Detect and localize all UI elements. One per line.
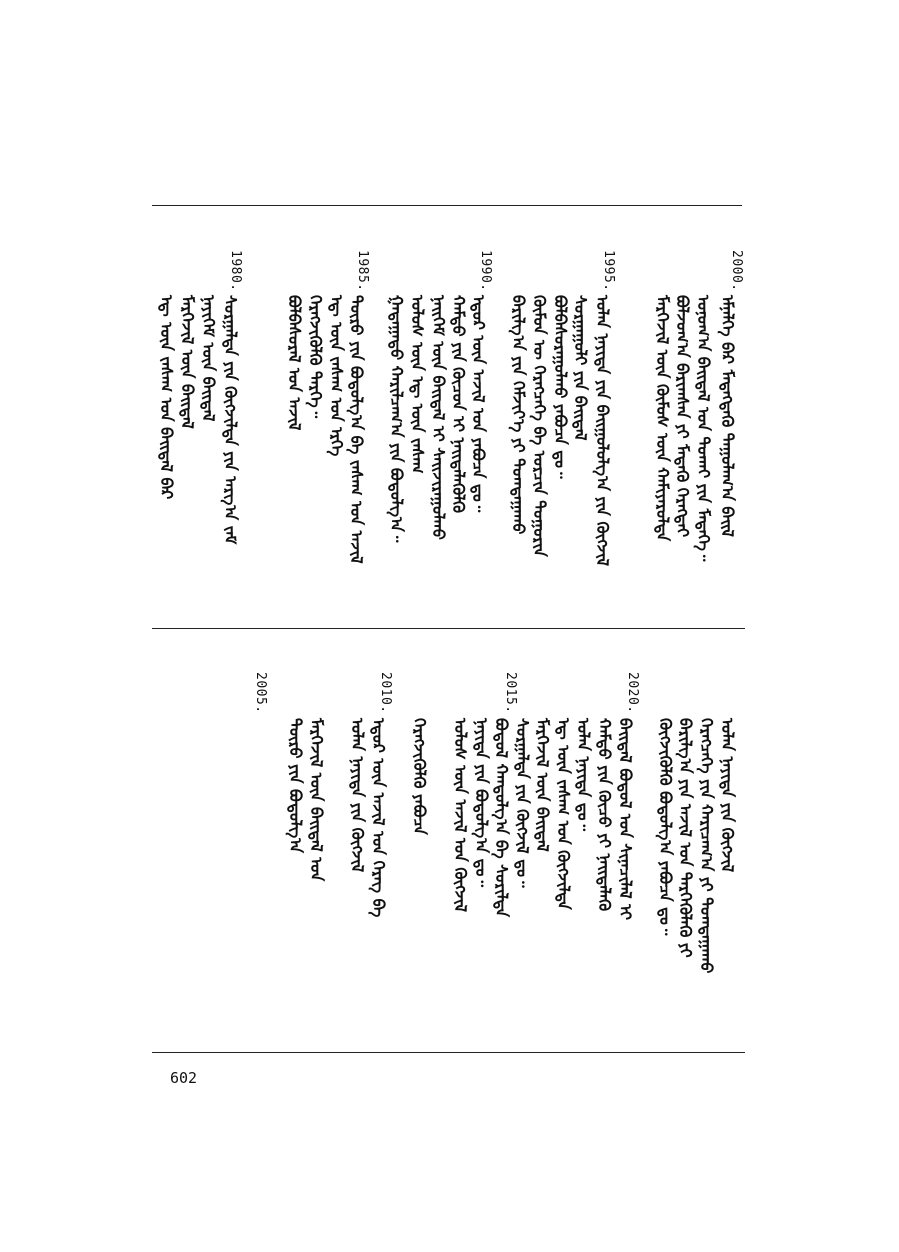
text-line: ᠮᠡᠷᠭᠡᠵᠢᠯ ᠦᠨ ᠬᠦᠮᠦᠰ ᠦᠨ ᠬᠠᠮᠢᠶᠠᠷᠤᠯᠲᠠ bbox=[653, 295, 672, 542]
text-line: ᠪᠣᠯᠪᠠᠰᠤᠷᠠᠯ ᠤᠨ ᠠᠵᠢᠯ bbox=[285, 295, 304, 431]
year-label: 2000. bbox=[729, 250, 744, 292]
top-rule bbox=[152, 205, 742, 206]
text-line: ᠬᠡᠷᠡᠭᠵᠢᠭᠦᠯᠬᠦ ᠶᠠᠪᠤᠴᠠ bbox=[410, 718, 429, 835]
bottom-rule bbox=[152, 1052, 745, 1053]
text-line: ᠡᠳᠦᠷ ᠦᠨ ᠠᠵᠢᠯ ᠤᠨ ᠬᠡᠷᠡᠭ ᠪᠠ bbox=[369, 718, 388, 918]
text-line: ᠨᠡᠶᠢᠭᠡᠮ ᠦᠨ ᠪᠠᠢᠳᠠᠯ bbox=[199, 295, 218, 422]
text-line: ᠡᠳᠦᠷ ᠦᠨ ᠠᠵᠢᠯ ᠤᠨ ᠶᠠᠪᠤᠴᠠ ᠳᠤ᠃ bbox=[469, 295, 488, 513]
text-line: ᠮᠡᠷᠭᠡᠵᠢᠯ ᠦᠨ ᠪᠠᠢᠳᠠᠯ bbox=[178, 295, 197, 429]
text-line: ᠪᠠᠢᠳᠠᠯ ᠪᠣᠳᠣᠯ ᠤᠨ ᠰᠢᠨᠡᠴᠢᠯᠡᠯ ᠢ bbox=[616, 718, 635, 921]
text-line: ᠡᠮᠨᠡᠯᠭᠡ ᠪᠡᠷ ᠮᠡᠳᠡᠭᠳᠡᠬᠦ ᠳᠠᠭᠤᠯᠠᠭ᠎ᠠ ᠪᠠᠢᠯ bbox=[718, 295, 737, 537]
year-label: 2005. bbox=[253, 672, 268, 714]
text-line: ᠬᠠᠮᠲᠤ ᠶᠢᠨ ᠬᠦᠴᠦ ᠶᠢ ᠨᠡᠢᠲᠡᠯᠡᠬᠦ bbox=[595, 718, 614, 912]
text-line: ᠪᠣᠯᠪᠠᠰᠤᠷᠠᠭᠤᠯᠬᠤ ᠶᠠᠪᠤᠴᠠ ᠳᠤ᠃ bbox=[551, 295, 570, 479]
year-label: 1995. bbox=[601, 250, 616, 292]
text-line: ᠬᠡᠷᠡᠭᠴᠡᠭᠡ ᠶᠢᠨ ᠬᠠᠷᠢᠴᠠᠭ᠎ᠠ ᠶᠢ ᠲᠣᠭᠲᠠᠭᠠᠬᠤ bbox=[697, 718, 716, 974]
text-line: ᠮᠡᠷᠭᠡᠵᠢᠯ ᠦᠨ ᠪᠠᠢᠳᠠᠯ ᠤᠨ bbox=[307, 718, 326, 882]
text-line: ᠬᠦᠮᠦᠨ ᠦ ᠬᠡᠷᠡᠭᠴᠡᠭᠡ ᠪᠠ ᠣᠷᠴᠢᠨ ᠲᠣᠭᠣᠷᠢᠨ bbox=[530, 295, 549, 557]
text-line: ᠪᠣᠯᠵᠣᠭ᠎ᠠ ᠪᠠᠷᠢᠭᠰᠠᠨ ᠶᠢ ᠮᠡᠳᠡᠬᠦ ᠬᠡᠷᠡᠭᠲᠡᠢ bbox=[673, 295, 692, 538]
text-line: ᠬᠠᠮᠲᠤ ᠶᠢᠨ ᠬᠦᠴᠦᠨ ᠢ ᠨᠡᠢᠲᠡᠯᠡᠭᠦᠯᠬᠦ bbox=[449, 295, 468, 514]
text-line: ᠣᠯᠠᠨ ᠨᠡᠶᠢᠲᠡ ᠳᠤ᠃ bbox=[574, 718, 593, 832]
text-line: ᠣᠯᠠᠨ ᠨᠡᠶᠢᠲᠡ ᠶᠢᠨ ᠬᠥᠭᠵᠢᠯ bbox=[718, 718, 737, 873]
text-line: ᠡᠳ᠋ ᠦᠨ ᠵᠠᠰᠠᠭ ᠤᠨ ᠪᠠᠢᠳᠠᠯ ᠪᠠᠷ bbox=[157, 295, 176, 500]
text-line: ᠪᠠᠷᠢᠯᠭ᠎ᠠ ᠶᠢᠨ ᠠᠵᠢᠯ ᠤᠨ ᠲᠡᠷᠭᠡᠭᠦᠯᠡᠬᠦ ᠶᠢ bbox=[676, 718, 695, 958]
text-line: ᠤᠯᠤᠰ ᠦᠨ ᠡᠳ᠋ ᠦᠨ ᠵᠠᠰᠠᠭ bbox=[408, 295, 427, 474]
year-label: 2010. bbox=[378, 672, 393, 714]
text-line: ᠰᠤᠷᠭᠠᠯᠲᠠ ᠶᠢᠨ ᠬᠦᠭᠵᠢᠯ ᠳᠤ᠃ bbox=[513, 718, 532, 888]
text-line: ᠬᠡᠷᠡᠭᠵᠢᠭᠦᠯᠬᠦ ᠲᠡᠷᠭᠡ᠃ bbox=[306, 295, 325, 419]
middle-rule bbox=[152, 628, 745, 629]
text-line: ᠲᠥᠷᠦ ᠶᠢᠨ ᠪᠣᠳᠣᠯᠭ᠎ᠠ bbox=[286, 718, 305, 854]
year-label: 1980. bbox=[228, 250, 243, 292]
text-line: ᠬᠥᠭᠵᠢᠭᠦᠯᠬᠦ ᠪᠣᠳᠣᠯᠭ᠎ᠠ ᠶᠠᠪᠤᠴᠠ ᠳᠤ᠃ bbox=[656, 718, 675, 936]
text-line: ᠪᠠᠷᠢᠯᠭ᠎ᠠ ᠶᠢᠨ ᠬᠡᠮᠵᠢᠶ᠎ᠡ ᠶᠢ ᠲᠣᠭᠲᠠᠭᠠᠬᠤ bbox=[509, 295, 528, 535]
text-line: ᠣᠯᠠᠨ ᠨᠡᠶᠢᠲᠡ ᠶᠢᠨ ᠬᠥᠭᠵᠢᠯ bbox=[348, 718, 367, 873]
year-label: 2020. bbox=[625, 672, 640, 714]
text-line: ᠰᠤᠷᠭᠠᠯᠲᠠ ᠶᠢᠨ ᠬᠦᠭᠵᠢᠯᠲᠡ ᠶᠢᠨ ᠠᠷᠭ᠎ᠠ ᠵᠠᠮ bbox=[221, 295, 240, 545]
text-line: ᠪᠣᠳᠣᠯ ᠬᠠᠨᠳᠤᠯᠭ᠎ᠠ ᠪᠠ ᠰᠣᠷᠢᠯᠲᠠ bbox=[492, 718, 511, 918]
text-line: ᠣᠨᠣᠭ᠎ᠠ ᠪᠠᠢᠳᠠᠯ ᠤᠨ ᠲᠤᠬᠠᠢ ᠶᠢᠨ ᠮᠡᠳᠡᠭᠡ᠃ bbox=[694, 295, 713, 562]
year-label: 1990. bbox=[478, 250, 493, 292]
text-line: ᠲᠥᠷᠦ ᠶᠢᠨ ᠪᠣᠳᠣᠯᠭ᠎ᠠ ᠪᠠ ᠵᠠᠰᠠᠭ ᠤᠨ ᠠᠵᠢᠯ bbox=[347, 295, 366, 564]
page-number: 602 bbox=[170, 1069, 198, 1087]
text-line: ᠮᠡᠷᠭᠡᠵᠢᠯ ᠦᠨ ᠪᠠᠢᠳᠠᠯ bbox=[533, 718, 552, 852]
year-label: 1985. bbox=[355, 250, 370, 292]
text-line: ᠡᠳ᠋ ᠦᠨ ᠵᠠᠰᠠᠭ ᠤᠨ ᠬᠦᠭᠵᠢᠯᠲᠡ bbox=[554, 718, 573, 910]
text-line: ᠨᠡᠶᠢᠲᠡ ᠶᠢᠨ ᠪᠣᠳᠣᠯᠭ᠎ᠠ ᠳᠤ᠃ bbox=[472, 718, 491, 887]
text-line: ᠰᠤᠷᠭᠠᠭᠤᠯᠢ ᠶᠢᠨ ᠪᠠᠢᠳᠠᠯ bbox=[571, 295, 590, 441]
text-line: ᠨᠡᠢᠭᠡᠮ ᠦᠨ ᠪᠠᠢᠳᠠᠯ ᠢ ᠰᠠᠢᠵᠢᠷᠠᠭᠤᠯᠬᠤ bbox=[429, 295, 448, 540]
text-line: ᠣᠯᠠᠨ ᠨᠡᠶᠢᠲᠡ ᠶᠢᠨ ᠪᠠᠢᠭᠤᠯᠤᠯᠭ᠎ᠠ ᠶᠢᠨ ᠬᠦᠭᠵᠢᠯ bbox=[593, 295, 612, 566]
text-line: ᠭᠠᠳᠠᠭᠠᠳᠤ ᠬᠠᠷᠢᠯᠴᠠᠭ᠎ᠠ ᠶᠢᠨ ᠪᠣᠳᠣᠯᠭ᠎ᠠ᠃ bbox=[387, 295, 406, 543]
text-line: ᠡᠳ᠋ ᠦᠨ ᠵᠠᠰᠠᠭ ᠤᠨ ᠡᠷᠬᠡ bbox=[327, 295, 346, 457]
year-label: 2015. bbox=[503, 672, 518, 714]
text-line: ᠤᠯᠤᠰ ᠦᠨ ᠠᠵᠢᠯ ᠤᠨ ᠬᠥᠭᠵᠢᠯ bbox=[451, 718, 470, 912]
